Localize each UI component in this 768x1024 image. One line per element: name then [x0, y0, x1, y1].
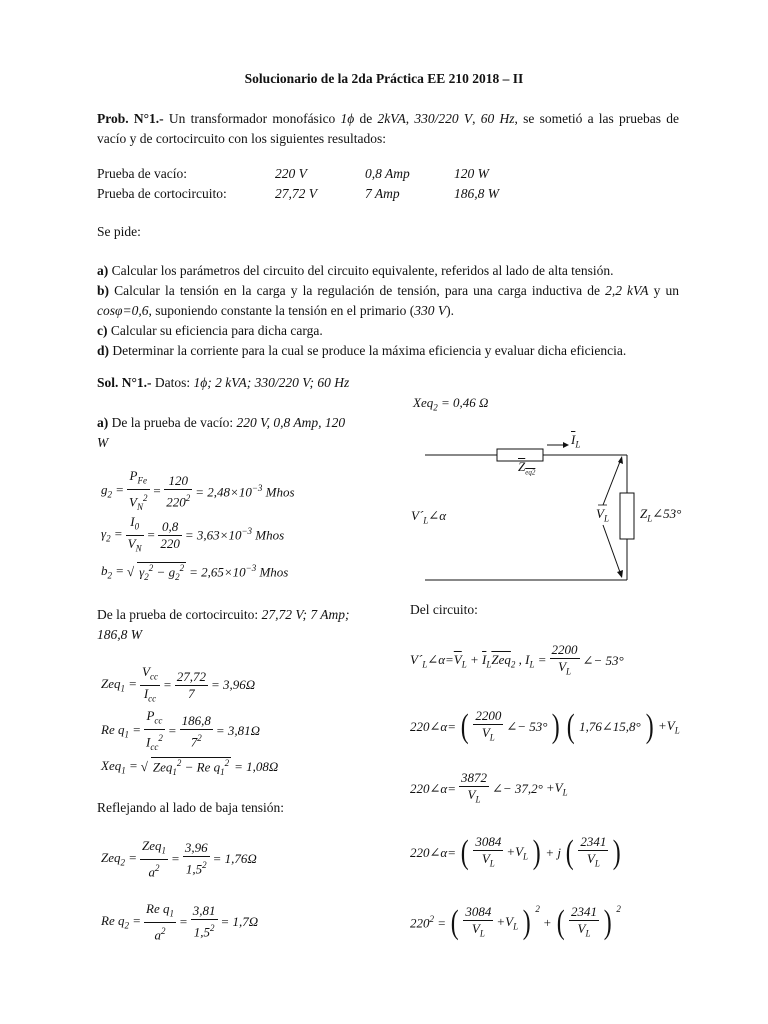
- eq-zeq2-num2: 3,96: [184, 840, 208, 856]
- question-b-load: 2,2 kVA: [605, 283, 649, 298]
- eq-zeq2-frac: $\frac{Zeq_1}{a^2}$: [142, 838, 167, 879]
- question-d-text: Determinar la corriente para la cual se produce la máxima eficiencia y evaluar dicha eficiencia.: [109, 343, 627, 358]
- eq-req1-frac: $\frac{P_{cc}}{I_{cc}^2}$: [146, 708, 163, 752]
- eq-r1-num: 2200: [551, 642, 578, 657]
- eq-zeq2-num: Zeq: [142, 838, 162, 853]
- eq-r3-angle: ∠− 37,2°: [492, 780, 543, 796]
- circuit-il-sub: L: [575, 439, 581, 450]
- solution-label: Sol. N°1.-: [97, 375, 152, 390]
- circuit-il-label: [571, 432, 580, 450]
- question-d: [97, 341, 679, 361]
- circuit-vin-angle: α: [439, 508, 447, 523]
- eq-req1-result: = 3,81Ω: [215, 723, 261, 739]
- current-arrow-head: [563, 442, 569, 448]
- equivalent-circuit: [395, 425, 695, 585]
- eq-r3: 220∠α= $\frac{3872}{V_L}$ ∠− 37,2° $+V_L$: [410, 770, 571, 808]
- eq-r5-den1: V: [471, 921, 480, 936]
- eq-zeq1-den: I: [143, 685, 149, 701]
- eq-r3-den: V: [467, 787, 476, 802]
- eq-r1-i: $\overline{I}$: [482, 652, 487, 667]
- question-c: [97, 321, 679, 341]
- circuit-zl-label: $Z_L\angle 53^\circ$: [640, 506, 682, 524]
- eq-b2-exp: −3: [245, 563, 257, 574]
- eq-zeq1: Zeq$_1$ = $\frac{V_{cc}}{I_{cc}}$ = $\frac{27,72}{7}$ = 3,96Ω: [101, 664, 258, 706]
- se-pide: Se pide:: [97, 224, 141, 239]
- eq-r3-lhs: 220∠α=: [410, 780, 456, 796]
- eq-r1-lhs: V´: [410, 652, 423, 667]
- eq-r4-den1: V: [481, 851, 490, 866]
- circuit-il-symbol: $\overline{I}$: [571, 432, 576, 447]
- eq-y2-num: I: [130, 514, 135, 529]
- test-voltage: 27,72 V: [275, 186, 317, 201]
- eq-g2-exp: −3: [251, 482, 263, 493]
- eq-r5-sq2: 2: [616, 904, 621, 914]
- eq-r2-angle: ∠− 53°: [506, 718, 548, 734]
- test-name: Prueba de cortocircuito:: [97, 186, 227, 201]
- voltage-arrow-head: [618, 456, 623, 464]
- eq-g2-num2: 120: [164, 473, 192, 490]
- eq-r1-vl: $\overline{V}$: [453, 652, 462, 667]
- problem-freq: 60 Hz: [480, 111, 515, 126]
- eq-r1-eq: =: [534, 652, 547, 667]
- eq-req2-frac: $\frac{Re q_1}{a^2}$: [146, 901, 174, 942]
- voltage-arrow-head: [617, 570, 623, 578]
- eq-r2-tail: +V: [658, 718, 675, 733]
- eq-zeq2-lhs: Zeq: [101, 850, 121, 866]
- eq-zeq2-den2: 1,5: [185, 861, 203, 877]
- question-b-text: , suponiendo constante la tensión en el primario (: [148, 303, 415, 318]
- short-circuit-values: 27,72 V; 7 Amp;: [261, 607, 350, 622]
- eq-r5-exp: 2: [429, 914, 434, 925]
- voltage-arrow: [603, 525, 621, 575]
- eq-r2-den: V: [481, 725, 490, 740]
- question-b-text: y un: [648, 283, 679, 298]
- eq-g2-lhs: g: [101, 482, 108, 498]
- question-a-label: a): [97, 263, 109, 278]
- eq-zeq1-num: V: [142, 664, 150, 679]
- circuit-zeq-symbol: Z: [518, 459, 526, 474]
- question-b-label: b): [97, 283, 110, 298]
- eq-r4-den2: V: [586, 851, 595, 866]
- eq-zeq1-num2: 27,72: [176, 668, 207, 684]
- eq-zeq1-den2: 7: [188, 685, 195, 701]
- eq-r1-angle: ∠− 53°: [582, 652, 624, 668]
- eq-r3-frac: $\frac{3872}{V_L}$: [461, 770, 487, 805]
- eq-zeq2-frac2: $\frac{3,96}{1,5^2}$: [184, 840, 208, 877]
- eq-zeq2: Zeq$_2$ = $\frac{Zeq_1}{a^2}$ = $\frac{3,96}{1,5^2}$ = 1,76Ω: [101, 838, 257, 879]
- xeq2-value: Xeq$_2$ = 0,46 Ω: [413, 395, 489, 413]
- problem-label: Prob. N°1.-: [97, 111, 164, 126]
- eq-zeq1-frac2: [175, 669, 208, 702]
- eq-r4-plus: +V: [506, 844, 524, 859]
- eq-r5-frac1: $\frac{3084}{V_L}$: [465, 904, 492, 939]
- test-name: Prueba de vacío:: [97, 166, 187, 181]
- questions: [97, 261, 679, 361]
- eq-req2: Re $q_2$ = $\frac{Re q_1}{a^2}$ = $\frac{3,81}{1,5^2}$ = 1,7Ω: [101, 901, 259, 942]
- eq-r1-il: I: [525, 652, 530, 667]
- del-circuito: Del circuito:: [410, 602, 478, 617]
- question-d-label: d): [97, 343, 110, 358]
- eq-y2-den: V: [127, 535, 136, 551]
- eq-r1-zeq: $\overline{Zeq}$: [491, 652, 511, 667]
- eq-g2-num: P: [129, 468, 138, 483]
- eq-y2: $\gamma_2$ = $\frac{I_0}{V_N}$ = $\frac{0,8}{220}$ = $3,63\times 10^{-3}$ Mhos: [101, 514, 287, 556]
- eq-xeq1-lhs: Xeq: [101, 758, 122, 774]
- eq-b2: $b_2$ = √ $\gamma_2^2 - g_2^2$ = $2,65\times 10^{-3}$ Mhos: [101, 563, 289, 582]
- eq-req1-den2: 7: [190, 733, 198, 749]
- eq-r4-num1: 3084: [475, 834, 502, 849]
- part-a-heading: [97, 413, 345, 453]
- eq-r4-j: + j: [545, 844, 562, 860]
- part-a-label: a): [97, 415, 109, 430]
- eq-zeq1-lhs: Zeq: [101, 676, 121, 692]
- problem-comma-2: ,: [472, 111, 481, 126]
- question-b-text: ).: [446, 303, 455, 318]
- test-current: 0,8 Amp: [365, 166, 410, 181]
- problem-phase: 1ϕ: [340, 111, 355, 126]
- question-b-voltage: 330 V: [414, 303, 447, 318]
- problem-text-1: Un transformador monofásico: [163, 111, 341, 126]
- eq-r4: 220∠α= ( $\frac{3084}{V_L}$ $+V_L$ ) + j ( $\frac{2341}{V_L}$ ): [410, 833, 621, 871]
- eq-req2-den2: 1,5: [193, 924, 210, 940]
- problem-voltage: 330/220 V: [414, 111, 473, 126]
- eq-xeq1-result: = 1,08Ω: [234, 758, 279, 774]
- eq-r2: 220∠α= ( $\frac{2200}{V_L}$ ∠− 53° ) ( 1,76∠15,8° ) $+V_L$: [410, 707, 680, 745]
- eq-r4-num2: 2341: [580, 834, 607, 849]
- eq-req1: Re $q_1$ = $\frac{P_{cc}}{I_{cc}^2}$ = $\frac{186,8}{7^2}$ = 3,81Ω: [101, 708, 263, 755]
- eq-r2-frac: $\frac{2200}{V_L}$: [475, 708, 502, 743]
- eq-r5-lhs: 220: [410, 915, 430, 931]
- eq-b2-lhs: b: [101, 563, 108, 579]
- circuit-zl-symbol: Z: [640, 506, 648, 521]
- test-power: 186,8 W: [454, 186, 499, 201]
- question-b-pf: cosφ=0,6: [97, 303, 149, 318]
- eq-y2-exp: −3: [241, 526, 253, 537]
- eq-y2-frac2: [158, 519, 182, 552]
- eq-r3-num: 3872: [461, 770, 487, 785]
- eq-r2-term: 1,76∠15,8°: [579, 718, 641, 734]
- circuit-zeq-sub: eq2: [525, 468, 536, 477]
- eq-req2-result: = 1,7Ω: [220, 913, 259, 929]
- circuit-zl-sub: L: [647, 513, 653, 524]
- question-b-text: Calcular la tensión en la carga y la regulación de tensión, para una carga inductiva de: [109, 283, 606, 298]
- eq-req2-lhs: Re q: [101, 913, 125, 929]
- eq-r4-frac2: $\frac{2341}{V_L}$: [580, 834, 607, 869]
- eq-r1-comma: ,: [515, 652, 526, 667]
- circuit-vin-label: $V´_L\angle\alpha$: [411, 508, 447, 526]
- problem-text-3: , se sometió a las pruebas de vacío y de cortocircuito con los siguientes resultados:: [97, 111, 679, 146]
- eq-req1-num2: 186,8: [181, 712, 211, 728]
- eq-y2-result: = 3,63×10: [184, 527, 242, 543]
- eq-zeq1-result: = 3,96Ω: [211, 677, 256, 693]
- zl-load: [620, 493, 634, 539]
- circuit-vin-sub: L: [423, 515, 429, 526]
- circuit-vl-sub: L: [603, 513, 609, 524]
- page-title: Solucionario de la 2da Práctica EE 210 2018 – II: [244, 71, 524, 86]
- eq-y2-den2: 220: [160, 535, 180, 551]
- circuit-vin-symbol: V´: [411, 508, 424, 523]
- eq-r4-lhs: 220∠α=: [410, 844, 456, 860]
- circuit-zeq-label: [518, 459, 535, 477]
- eq-y2-unit: Mhos: [252, 527, 285, 543]
- part-a-text: De la prueba de vacío:: [108, 415, 237, 430]
- eq-req2-num: Re q: [146, 901, 170, 916]
- eq-g2-den2: 220: [166, 493, 186, 509]
- test-voltage: 220 V: [275, 166, 307, 181]
- eq-b2-result: = 2,65×10: [189, 564, 246, 580]
- eq-r1-plus: +: [466, 652, 483, 667]
- question-a-text: Calcular los parámetros del circuito del circuito equivalente, referidos al lado de alta tensión.: [108, 263, 614, 278]
- short-circuit-text: De la prueba de cortocircuito:: [97, 607, 262, 622]
- eq-g2-frac2: $\frac{120}{220^2}$: [166, 472, 191, 509]
- xeq2-symbol: Xeq: [413, 395, 434, 410]
- eq-g2: $g_2$ = $\frac{P_{Fe}}{V_N^2}$ = $\frac{120}{220^2}$ = $2,48\times 10^{-3}$ Mhos: [101, 468, 298, 515]
- part-a-values-cont: W: [97, 435, 109, 450]
- problem-text-2: de: [354, 111, 378, 126]
- question-b: [97, 281, 679, 321]
- eq-req2-den: a: [154, 926, 161, 942]
- eq-y2-lhs: γ: [101, 526, 107, 542]
- eq-req2-num2: 3,81: [192, 903, 216, 919]
- eq-r3-tail: +V: [545, 780, 563, 795]
- eq-r5-den2: V: [577, 921, 586, 936]
- eq-r5-sq1: 2: [535, 904, 540, 914]
- eq-r1: $V´_L\angle\alpha=\overline{V}_L + \overline{I}_L\overline{Zeq}_2$ , $I_L$ = $\frac{2200}{V_L}$ ∠− 53°: [410, 642, 627, 680]
- eq-r4-frac1: $\frac{3084}{V_L}$: [475, 834, 502, 869]
- problem-statement: [97, 109, 679, 149]
- eq-r5-num1: 3084: [465, 904, 492, 919]
- eq-r2-lhs: 220∠α=: [410, 718, 456, 734]
- eq-zeq1-frac: $\frac{V_{cc}}{I_{cc}}$: [142, 664, 158, 704]
- eq-r1-frac: $\frac{2200}{V_L}$: [551, 642, 578, 677]
- eq-zeq2-den: a: [148, 863, 156, 879]
- circuit-zl-angle: 53°: [663, 506, 682, 521]
- eq-r1-mid: ∠α=: [427, 652, 454, 667]
- eq-r5-plus: +V: [496, 914, 514, 929]
- solution-datos: Datos:: [151, 375, 194, 390]
- eq-req1-lhs: Re q: [101, 722, 125, 738]
- voltage-arrow: [603, 459, 621, 505]
- circuit-vl-label: [596, 506, 609, 524]
- eq-req1-frac2: $\frac{186,8}{7^2}$: [181, 712, 211, 749]
- test-power: 120 W: [454, 166, 489, 181]
- eq-r2-num: 2200: [475, 708, 502, 723]
- eq-xeq1-sqrt: Zeq$_1^2$ − Re $q_1^2$: [152, 758, 230, 777]
- circuit-vl-symbol: V: [596, 506, 604, 521]
- eq-r5-num2: 2341: [571, 904, 598, 919]
- eq-b2-sqrt: $\gamma_2^2 - g_2^2$: [139, 563, 185, 582]
- eq-y2-num2: 0,8: [158, 519, 182, 536]
- problem-rating: 2kVA: [377, 111, 406, 126]
- question-c-label: c): [97, 323, 108, 338]
- eq-r5-frac2: $\frac{2341}{V_L}$: [571, 904, 598, 939]
- eq-y2-frac: $\frac{I_0}{V_N}$: [127, 514, 142, 554]
- short-circuit-values-cont: 186,8 W: [97, 627, 142, 642]
- eq-zeq2-result: = 1,76Ω: [212, 850, 257, 866]
- eq-r5: $220^2$ = ( $\frac{3084}{V_L}$ $+V_L$ ) $^2$ + ( $\frac{2341}{V_L}$ ) $^2$: [410, 903, 621, 941]
- problem-comma-1: ,: [405, 111, 415, 126]
- eq-b2-unit: Mhos: [256, 564, 289, 580]
- eq-g2-den: V: [129, 493, 137, 509]
- eq-req1-num: P: [146, 708, 155, 723]
- eq-g2-result: = 2,48×10: [195, 483, 252, 499]
- reflect-heading: Reflejando al lado de baja tensión:: [97, 800, 285, 815]
- eq-req2-frac2: $\frac{3,81}{1,5^2}$: [192, 903, 216, 940]
- short-circuit-heading: [97, 605, 350, 645]
- eq-g2-frac: $\frac{P_{Fe}}{V_N^2}$: [129, 468, 148, 512]
- xeq2-number: = 0,46 Ω: [437, 395, 489, 410]
- eq-g2-unit: Mhos: [262, 483, 295, 499]
- question-c-text: Calcular su eficiencia para dicha carga.: [107, 323, 323, 338]
- test-current: 7 Amp: [365, 186, 400, 201]
- eq-r1-den: V: [558, 659, 567, 674]
- part-a-values: 220 V, 0,8 Amp, 120: [236, 415, 346, 430]
- solution-header: [97, 375, 349, 391]
- solution-datos-values: 1ϕ; 2 kVA; 330/220 V; 60 Hz: [193, 375, 350, 390]
- eq-xeq1: Xeq$_1$ = √ Zeq$_1^2$ − Re $q_1^2$ = 1,08Ω: [101, 758, 279, 777]
- question-a: [97, 261, 679, 281]
- eq-req1-den: I: [146, 733, 151, 749]
